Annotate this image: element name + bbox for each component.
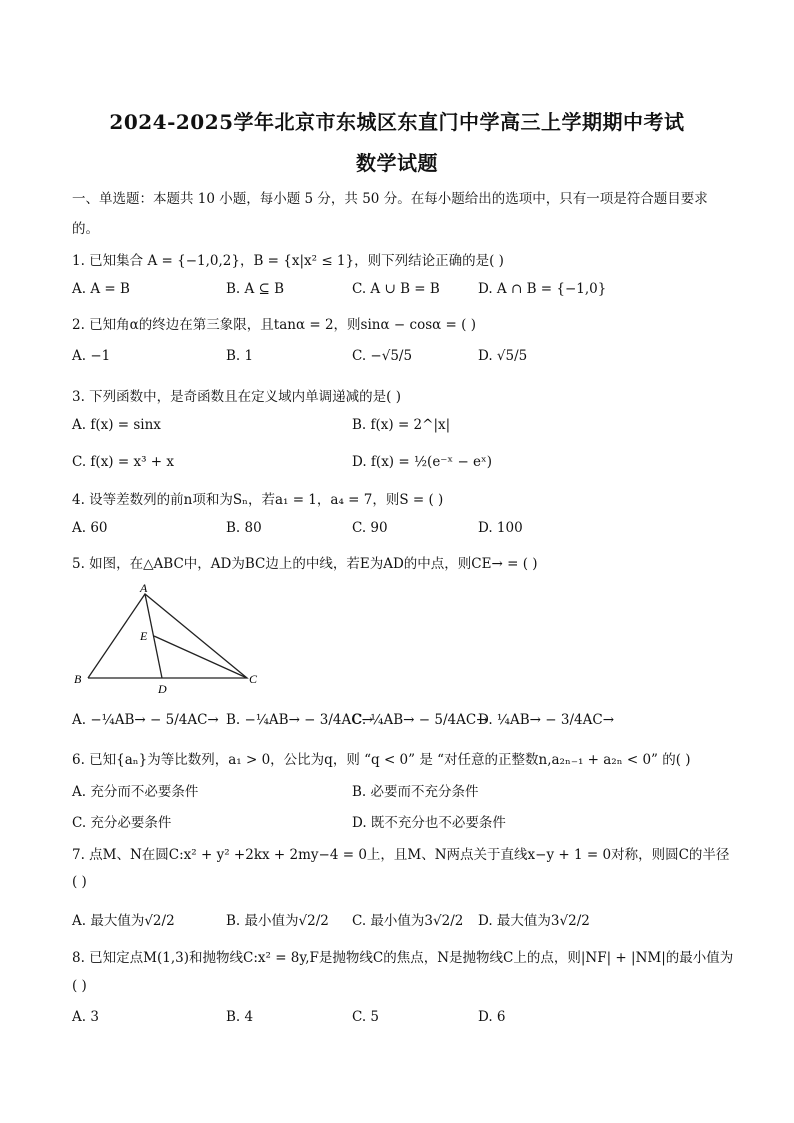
- exam-subtitle: 数学试题: [356, 151, 438, 175]
- question-1-stem: 1. 已知集合 A = {−1,0,2}，B = {x|x² ≤ 1}，则下列结论正确的是( ): [72, 253, 504, 269]
- question-4-option-d: D. 100: [478, 520, 523, 536]
- question-5-option-c: C. ¼AB→ − 5/4AC→: [352, 712, 488, 728]
- question-1-option-c: C. A ∪ B = B: [352, 281, 440, 297]
- question-3-option-b: B. f(x) = 2^|x|: [352, 417, 451, 433]
- question-4-option-a: A. 60: [72, 520, 108, 536]
- question-4-option-c: C. 90: [352, 520, 388, 536]
- question-2-option-c: C. −√5/5: [352, 348, 413, 364]
- question-3-option-a: A. f(x) = sinx: [72, 417, 161, 433]
- label-a: A: [140, 581, 148, 595]
- triangle-abc: [88, 594, 247, 678]
- question-3-option-c: C. f(x) = x³ + x: [72, 454, 175, 470]
- question-6-option-d: D. 既不充分也不必要条件: [352, 815, 506, 831]
- label-b: B: [74, 672, 82, 686]
- question-8-option-d: D. 6: [478, 1009, 506, 1025]
- question-1-option-d: D. A ∩ B = {−1,0}: [478, 281, 607, 297]
- question-7-option-b: B. 最小值为√2/2: [226, 913, 329, 929]
- segment-ce: [154, 636, 247, 678]
- section-instruction-cont: 的。: [72, 221, 99, 237]
- label-e: E: [140, 629, 148, 643]
- question-6-option-c: C. 充分必要条件: [72, 815, 172, 831]
- question-2-option-d: D. √5/5: [478, 348, 528, 364]
- label-d: D: [158, 682, 167, 696]
- question-4-stem: 4. 设等差数列的前n项和为Sₙ，若a₁ = 1，a₄ = 7，则S = ( ): [72, 492, 444, 508]
- question-8-option-a: A. 3: [72, 1009, 99, 1025]
- question-7-option-a: A. 最大值为√2/2: [72, 913, 175, 929]
- triangle-figure: [70, 577, 270, 697]
- question-8-option-b: B. 4: [226, 1009, 254, 1025]
- section-instruction: 一、单选题：本题共 10 小题，每小题 5 分，共 50 分。在每小题给出的选项中，只有一项是符合题目要求: [72, 191, 708, 207]
- question-8-stem: 8. 已知定点M(1,3)和抛物线C:x² = 8y,F是抛物线C的焦点，N是抛物线C上的点，则|NF| + |NM|的最小值为: [72, 950, 734, 966]
- question-6-stem: 6. 已知{aₙ}为等比数列，a₁ > 0，公比为q，则 “q < 0” 是 “对任意的正整数n,a₂ₙ₋₁ + a₂ₙ < 0” 的( ): [72, 752, 691, 768]
- question-1-option-b: B. A ⊆ B: [226, 281, 285, 297]
- exam-title: 2024-2025学年北京市东城区东直门中学高三上学期期中考试: [109, 110, 685, 134]
- question-5-option-a: A. −¼AB→ − 5/4AC→: [72, 712, 219, 728]
- question-4-option-b: B. 80: [226, 520, 262, 536]
- question-8-option-c: C. 5: [352, 1009, 380, 1025]
- question-3-stem: 3. 下列函数中，是奇函数且在定义域内单调递减的是( ): [72, 389, 401, 405]
- question-7-stem-cont: ( ): [72, 874, 87, 890]
- question-2-stem: 2. 已知角α的终边在第三象限，且tanα = 2，则sinα − cosα = ( ): [72, 317, 476, 333]
- question-3-option-d: D. f(x) = ½(e⁻ˣ − eˣ): [352, 454, 493, 470]
- question-5-option-b: B. −¼AB→ − 3/4AC→: [226, 712, 373, 728]
- question-6-option-a: A. 充分而不必要条件: [72, 784, 199, 800]
- question-7-stem: 7. 点M、N在圆C:x² + y² +2kx + 2my−4 = 0上，且M、N两点关于直线x−y + 1 = 0对称，则圆C的半径: [72, 847, 730, 863]
- question-8-stem-cont: ( ): [72, 978, 87, 994]
- question-5-stem: 5. 如图，在△ABC中，AD为BC边上的中线，若E为AD的中点，则CE→ = ( ): [72, 556, 538, 572]
- question-2-option-b: B. 1: [226, 348, 254, 364]
- question-6-option-b: B. 必要而不充分条件: [352, 784, 479, 800]
- question-5-option-d: D. ¼AB→ − 3/4AC→: [478, 712, 615, 728]
- question-2-option-a: A. −1: [72, 348, 111, 364]
- question-7-option-c: C. 最小值为3√2/2: [352, 913, 464, 929]
- label-c: C: [249, 672, 258, 686]
- question-7-option-d: D. 最大值为3√2/2: [478, 913, 590, 929]
- question-1-option-a: A. A = B: [72, 281, 130, 297]
